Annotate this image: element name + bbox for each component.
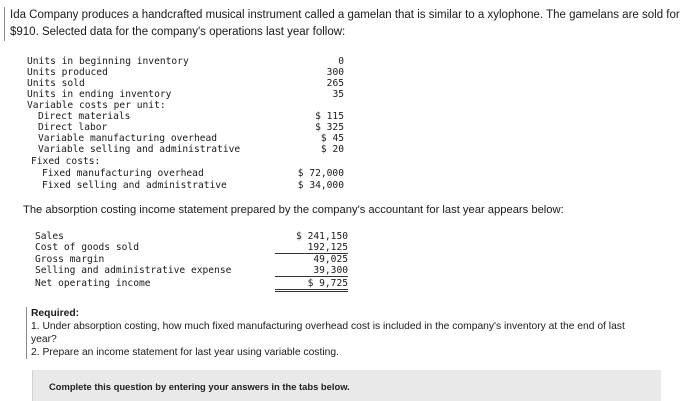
data-value: $ 325	[315, 122, 344, 133]
data-label: Fixed manufacturing overhead	[42, 168, 204, 179]
data-label: Fixed costs:	[31, 156, 101, 167]
statement-label: Selling and administrative expense	[35, 265, 232, 276]
question-2: 2. Prepare an income statement for last year using variable costing.	[31, 347, 339, 358]
data-value: $ 20	[320, 144, 344, 155]
statement-label: Cost of goods sold	[35, 242, 139, 253]
data-label: Units produced	[27, 67, 108, 78]
statement-value: 192,125	[275, 242, 348, 254]
data-label: Variable manufacturing overhead	[38, 133, 218, 144]
question-1-line-1: 1. Under absorption costing, how much fixed manufacturing overhead cost is included in the company's inventory at the end of last	[31, 321, 625, 332]
data-label: Units in ending inventory	[27, 89, 172, 100]
required-section	[26, 307, 691, 359]
statement-intro: The absorption costing income statement prepared by the company's accountant for last year appears below:	[23, 204, 564, 216]
statement-value: 39,300	[275, 265, 348, 277]
data-label: Units sold	[27, 78, 85, 89]
data-value: 35	[332, 89, 344, 100]
intro-line-2: $910. Selected data for the company's operations last year follow:	[10, 26, 346, 38]
required-heading: Required:	[31, 308, 80, 319]
data-label: Direct materials	[38, 111, 131, 122]
statement-value: 49,025	[313, 254, 348, 265]
data-value: $ 72,000	[297, 168, 344, 179]
data-label: Units in beginning inventory	[27, 56, 189, 67]
intro-line-1: Ida Company produces a handcrafted musical instrument called a gamelan that is similar to a xylophone. The gamelans are sold for	[10, 9, 680, 21]
instruction-text: Complete this question by entering your answers in the tabs below.	[49, 381, 350, 392]
data-value: $ 115	[315, 111, 344, 122]
statement-value: $ 241,150	[296, 231, 348, 242]
data-label: Fixed selling and administrative	[42, 180, 227, 191]
statement-label: Gross margin	[35, 254, 105, 265]
data-value: 265	[326, 78, 344, 89]
data-value: $ 34,000	[297, 180, 344, 191]
question-1-line-2: year?	[31, 334, 57, 345]
data-value: $ 45	[320, 133, 344, 144]
data-label: Variable costs per unit:	[27, 100, 166, 111]
data-label: Direct labor	[38, 122, 108, 133]
data-value: 0	[338, 56, 344, 67]
instruction-banner	[32, 370, 661, 401]
data-label: Variable selling and administrative	[38, 144, 241, 155]
problem-intro	[4, 7, 700, 41]
data-value: 300	[326, 67, 344, 78]
statement-label: Sales	[35, 231, 64, 242]
statement-label: Net operating income	[35, 278, 151, 289]
statement-value: $ 9,725	[275, 278, 348, 292]
